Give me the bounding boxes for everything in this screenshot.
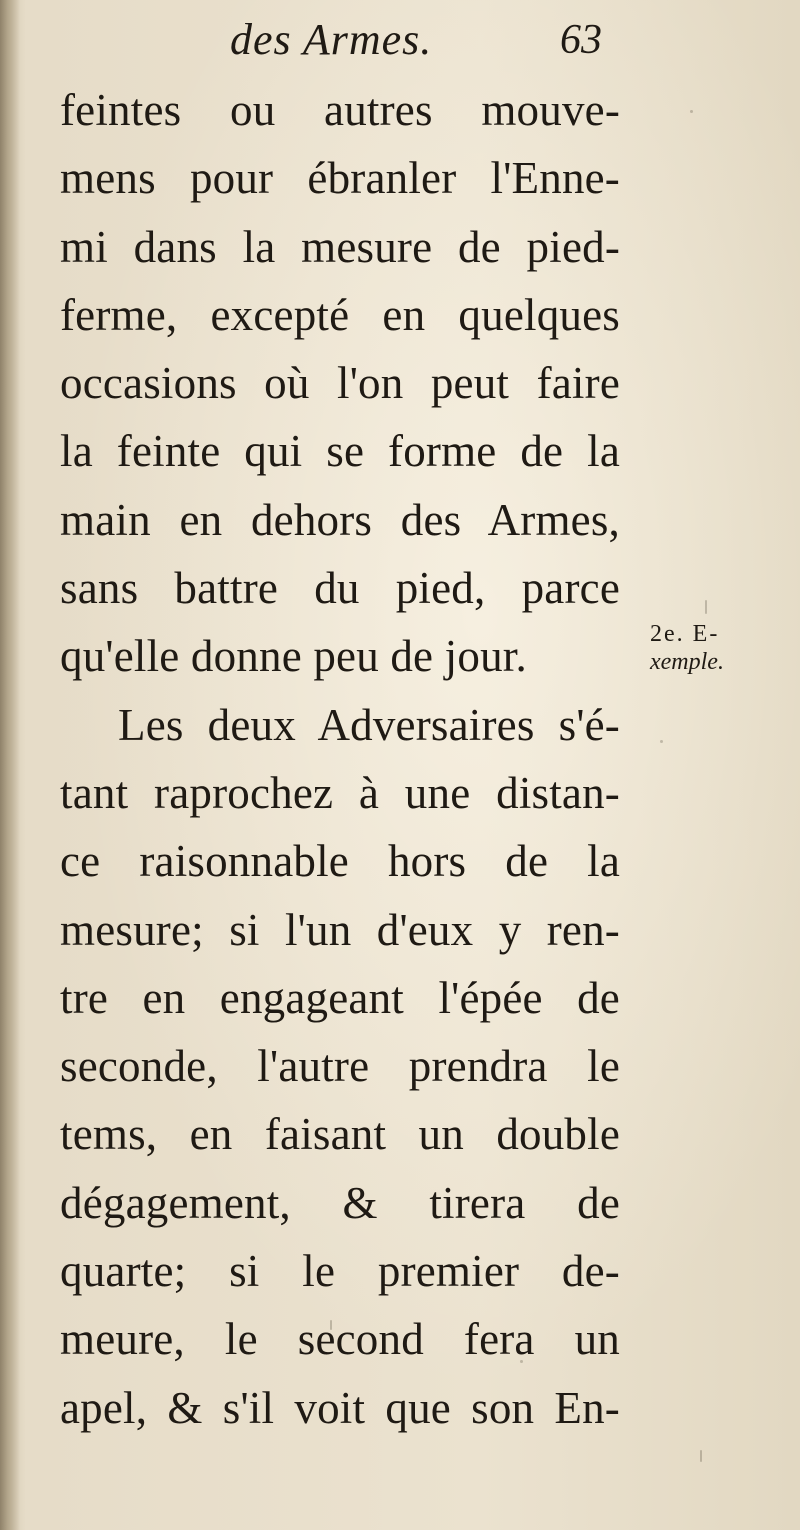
- text-line: dégagement, & tirera de: [60, 1177, 620, 1228]
- text-line: mi dans la mesure de pied-: [60, 221, 620, 272]
- text-line: quarte; si le premier de-: [60, 1246, 620, 1297]
- running-head: [60, 14, 620, 74]
- paper-speck: [660, 740, 663, 743]
- page-number: 63: [560, 17, 602, 63]
- paper-speck: [690, 110, 693, 113]
- text-line: seconde, l'autre prendra le: [60, 1041, 620, 1092]
- text-line: occasions où l'on peut faire: [60, 358, 620, 409]
- paper-speck: [705, 600, 707, 614]
- text-line: apel, & s'il voit que son En-: [60, 1382, 620, 1433]
- text-line: feintes ou autres mouve-: [60, 85, 620, 135]
- text-line: mens pour ébranler l'Enne-: [60, 153, 620, 204]
- text-line: meure, le second fera un: [60, 1314, 620, 1365]
- text-line: sans battre du pied, parce: [60, 563, 620, 614]
- text-line: tems, en faisant un double: [60, 1109, 620, 1160]
- text-line: la feinte qui se forme de la: [60, 426, 620, 477]
- text-line: ferme, excepté en quelques: [60, 289, 620, 340]
- paper-speck: [700, 1450, 702, 1462]
- text-line: tant raprochez à une distan-: [60, 767, 620, 818]
- paper-speck: [520, 1360, 523, 1363]
- paper-speck: [330, 1320, 332, 1330]
- margin-note-line: xemple.: [650, 649, 724, 675]
- body-text: [60, 76, 620, 1442]
- text-line: tre en engageant l'épée de: [60, 972, 620, 1023]
- paragraph-first-line: Les deux Adversaires s'é-: [118, 699, 620, 750]
- text-line: qu'elle donne peu de jour.: [60, 631, 527, 682]
- running-head-title: des Armes.: [230, 15, 433, 64]
- margin-note: [650, 620, 800, 676]
- margin-note-line: 2e. E-: [650, 621, 720, 647]
- text-line: ce raisonnable hors de la: [60, 836, 620, 887]
- text-line: main en dehors des Armes,: [60, 494, 620, 545]
- text-line: mesure; si l'un d'eux y ren-: [60, 904, 620, 955]
- page-gutter: [0, 0, 20, 1530]
